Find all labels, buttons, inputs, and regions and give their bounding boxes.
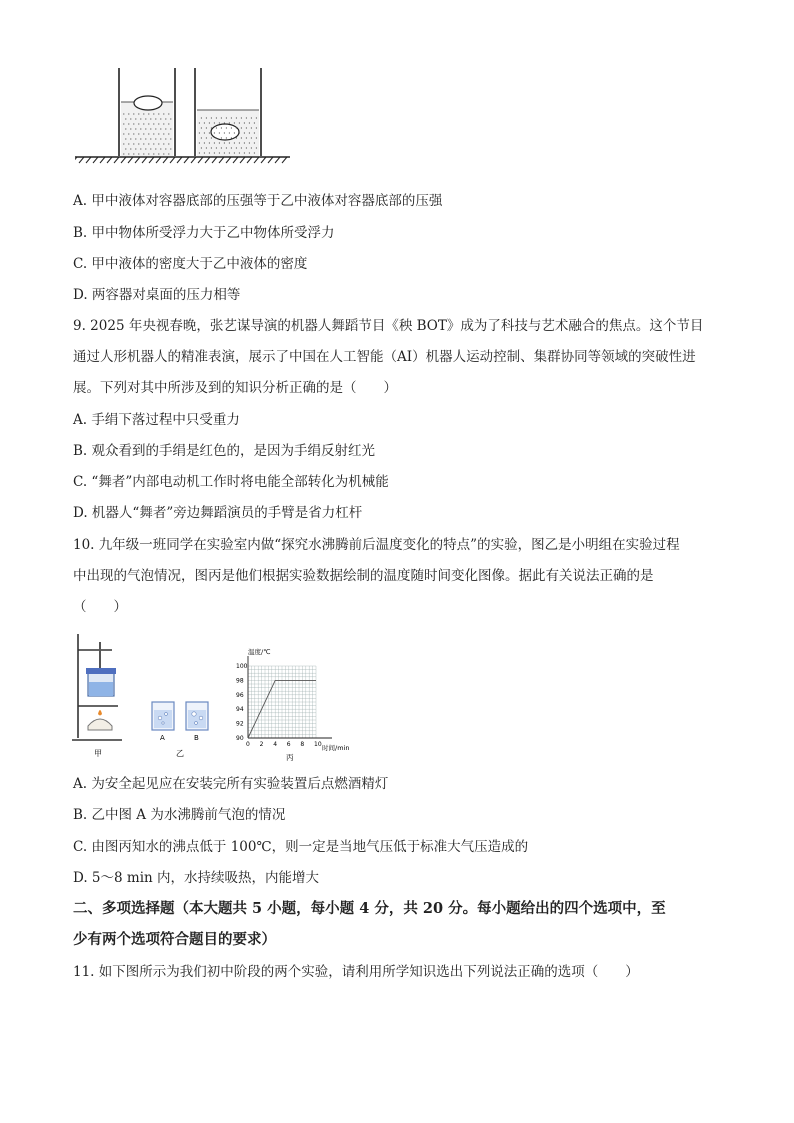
q10-stem-line-1: 10. 九年级一班同学在实验室内做“探究水沸腾前后温度变化的特点”的实验，图乙是小明组在实验过程 bbox=[73, 537, 680, 553]
q8-option-b: B. 甲中物体所受浮力大于乙中物体所受浮力 bbox=[73, 225, 335, 241]
q10-option-c: C. 由图丙知水的沸点低于 100℃，则一定是当地气压低于标准大气压造成的 bbox=[73, 839, 529, 855]
q9-option-d: D. 机器人“舞者”旁边舞蹈演员的手臂是省力杠杆 bbox=[73, 505, 363, 521]
label-jia-apparatus: 甲 bbox=[94, 749, 102, 758]
temperature-time-chart bbox=[228, 640, 363, 765]
chart-x-tick-label: 2 bbox=[259, 741, 264, 748]
beaker-on-stand bbox=[86, 668, 116, 696]
section-2-heading-line-1: 二、多项选择题（本大题共 5 小题，每小题 4 分，共 20 分。每小题给出的四个选项中，至 bbox=[73, 900, 666, 917]
q10-option-d: D. 5～8 min 内，水持续吸热，内能增大 bbox=[73, 870, 319, 886]
chart-xlabel: 时间/min bbox=[322, 744, 350, 752]
table-hatching bbox=[75, 157, 287, 163]
q10-stem-line-2: 中出现的气泡情况，图丙是他们根据实验数据绘制的温度随时间变化图像。据此有关说法正确的是 bbox=[73, 568, 654, 584]
q9-option-a: A. 手绢下落过程中只受重力 bbox=[73, 412, 240, 428]
chart-x-tick-label: 10 bbox=[314, 741, 322, 748]
label-beaker-a: A bbox=[160, 734, 165, 742]
beaker-a bbox=[152, 702, 174, 730]
q9-stem-line-2: 通过人形机器人的精准表演，展示了中国在人工智能（AI）机器人运动控制、集群协同等领域的突破性进 bbox=[73, 349, 696, 365]
label-yi-beakers: 乙 bbox=[176, 749, 184, 758]
q8-option-d: D. 两容器对桌面的压力相等 bbox=[73, 287, 241, 303]
q9-option-c: C. “舞者”内部电动机工作时将电能全部转化为机械能 bbox=[73, 474, 389, 490]
q9-option-b: B. 观众看到的手绢是红色的，是因为手绢反射红光 bbox=[73, 443, 376, 459]
q8-option-a: A. 甲中液体对容器底部的压强等于乙中液体对容器底部的压强 bbox=[73, 193, 443, 209]
q10-stem-line-3: （ ） bbox=[73, 599, 127, 615]
q10-option-b: B. 乙中图 A 为水沸腾前气泡的情况 bbox=[73, 807, 286, 823]
chart-x-tick-label: 0 bbox=[246, 741, 250, 748]
chart-y-tick-label: 100 bbox=[236, 663, 248, 670]
chart-ylabel: 温度/℃ bbox=[248, 648, 271, 656]
label-beaker-b: B bbox=[194, 734, 199, 742]
chart-x-tick-label: 8 bbox=[300, 741, 305, 748]
section-2-heading-line-2: 少有两个选项符合题目的要求） bbox=[73, 931, 276, 948]
q8-option-c: C. 甲中液体的密度大于乙中液体的密度 bbox=[73, 256, 308, 272]
q11-stem: 11. 如下图所示为我们初中阶段的两个实验，请利用所学知识选出下列说法正确的选项（ ） bbox=[73, 964, 639, 980]
chart-y-tick-label: 94 bbox=[236, 706, 244, 714]
q10-option-a: A. 为安全起见应在安装完所有实验装置后点燃酒精灯 bbox=[73, 776, 389, 792]
label-bing-chart: 丙 bbox=[286, 753, 294, 762]
floating-object-jia bbox=[134, 96, 162, 110]
container-jia bbox=[119, 68, 175, 156]
q8-figure bbox=[75, 62, 300, 182]
suspended-object-yi bbox=[211, 124, 239, 140]
q9-stem-line-1: 9. 2025 年央视春晚，张艺谋导演的机器人舞蹈节目《秧 BOT》成为了科技与艺术融合的焦点。这个节目 bbox=[73, 318, 704, 334]
chart-y-tick-label: 90 bbox=[236, 735, 244, 742]
chart-grid bbox=[248, 666, 316, 738]
chart-y-tick-label: 92 bbox=[236, 720, 244, 728]
chart-y-tick-label: 98 bbox=[236, 677, 244, 685]
q10-apparatus-figure bbox=[70, 628, 230, 763]
beaker-b bbox=[186, 702, 208, 730]
q9-stem-line-3: 展。下列对其中所涉及到的知识分析正确的是（ ） bbox=[73, 380, 397, 396]
chart-x-tick-label: 4 bbox=[273, 741, 278, 748]
alcohol-lamp bbox=[88, 710, 112, 730]
chart-x-tick-label: 6 bbox=[286, 741, 291, 748]
chart-y-tick-label: 96 bbox=[236, 691, 244, 699]
